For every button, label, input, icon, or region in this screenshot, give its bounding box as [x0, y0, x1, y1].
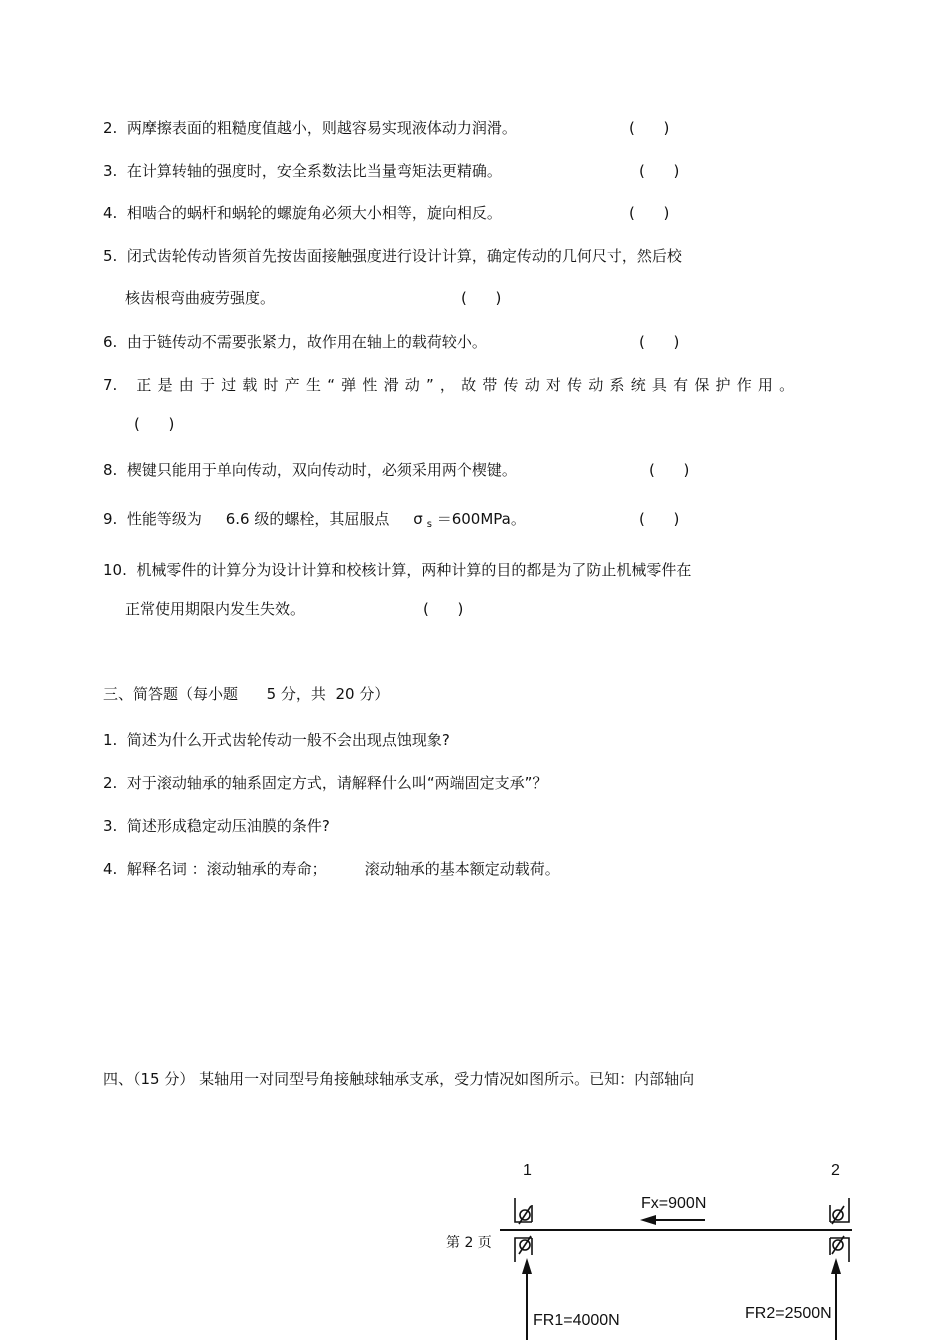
question-text: 简述形成稳定动压油膜的条件? [126, 817, 330, 835]
question-num: 2. [103, 774, 118, 792]
item-text: 机械零件的计算分为设计计算和校核计算，两种计算的目的都是为了防止机械零件在 [136, 561, 692, 579]
item-10-cont: 正常使用期限内发生失效。 [125, 600, 306, 618]
item-text: 楔键只能用于单向传动，双向传动时，必须采用两个楔键。 [126, 461, 517, 479]
bearing-1-symbol [515, 1198, 532, 1262]
item-num: 2. [103, 119, 118, 137]
question-text: 简述为什么开式齿轮传动一般不会出现点蚀现象? [126, 731, 450, 749]
item-8 [103, 460, 517, 480]
fx-label: Fx=900N [641, 1195, 707, 1212]
question-num: 1. [103, 731, 118, 749]
fx-arrow-head [640, 1215, 656, 1225]
bearing-1-label: 1 [523, 1162, 532, 1179]
item-num: 6. [103, 333, 118, 351]
item-num: 3. [103, 162, 118, 180]
item-num: 4. [103, 204, 118, 222]
question-text: 对于滚动轴承的轴系固定方式，请解释什么叫“两端固定支承”？ [126, 774, 548, 792]
item-10 [103, 560, 691, 580]
item-text: 性能等级为 [126, 510, 202, 528]
item-num: 8. [103, 461, 118, 479]
item-4 [103, 203, 502, 223]
item-num: 7. [103, 376, 118, 394]
item-text: 在计算转轴的强度时，安全系数法比当量弯矩法更精确。 [126, 162, 502, 180]
question-4 [103, 859, 560, 879]
item-text: 闭式齿轮传动皆须首先按齿面接触强度进行设计计算，确定传动的几何尺寸，然后校 [126, 247, 682, 265]
item-text: 6.6 级的螺栓，其屈服点 [225, 510, 390, 528]
answer-paren: ( ) [649, 461, 690, 479]
item-3 [103, 161, 502, 181]
question-num: 4. [103, 860, 118, 878]
section-title: 三、简答题（每小题 [103, 685, 239, 703]
sigma-subscript: s [426, 519, 432, 530]
section-3-heading [103, 684, 389, 704]
fr1-arrow-head [522, 1258, 532, 1274]
answer-paren: ( ) [629, 119, 670, 137]
sigma-symbol: σ [413, 510, 423, 528]
item-text: 两摩擦表面的粗糙度值越小，则越容易实现液体动力润滑。 [126, 119, 517, 137]
question-3 [103, 816, 330, 836]
item-5-cont: 核齿根弯曲疲劳强度。 [125, 289, 276, 307]
bearing-2-label: 2 [831, 1162, 840, 1179]
fr1-label: FR1=4000N [533, 1312, 620, 1329]
item-num: 5. [103, 247, 118, 265]
question-text: 滚动轴承的基本额定动载荷。 [364, 860, 560, 878]
question-2 [103, 773, 547, 793]
item-num: 10. [103, 561, 127, 579]
bearing-2-symbol [830, 1198, 849, 1262]
fr2-label: FR2=2500N [745, 1305, 832, 1322]
question-text: 解释名词 ：滚动轴承的寿命； [126, 860, 327, 878]
fr2-arrow-head [831, 1258, 841, 1274]
item-9 [103, 509, 526, 532]
item-6 [103, 332, 487, 352]
item-text: 正是由于过载时产生“弹性滑动”，故带传动对传动系统具有保护作用。 [136, 376, 801, 394]
item-num: 9. [103, 510, 118, 528]
answer-paren: ( ) [639, 333, 680, 351]
item-text: 由于链传动不需要张紧力，故作用在轴上的载荷较小。 [126, 333, 487, 351]
item-7 [103, 375, 800, 395]
page-number: 第 2 页 [446, 1235, 492, 1251]
item-5 [103, 246, 682, 266]
section-points: 5 分，共 [266, 685, 326, 703]
answer-paren: ( ) [134, 415, 175, 433]
item-2 [103, 118, 517, 138]
question-num: 3. [103, 817, 118, 835]
question-1 [103, 730, 450, 750]
answer-paren: ( ) [629, 204, 670, 222]
answer-paren: ( ) [461, 289, 502, 307]
answer-paren: ( ) [639, 510, 680, 528]
answer-paren: ( ) [639, 162, 680, 180]
item-text: ＝600MPa。 [436, 510, 526, 528]
section-total: 20 分） [335, 685, 390, 703]
answer-paren: ( ) [423, 600, 464, 618]
section-4-heading: 四、（15 分） 某轴用一对同型号角接触球轴承支承，受力情况如图所示。已知：内部轴向 [103, 1070, 695, 1088]
item-text: 相啮合的蜗杆和蜗轮的螺旋角必须大小相等，旋向相反。 [126, 204, 502, 222]
